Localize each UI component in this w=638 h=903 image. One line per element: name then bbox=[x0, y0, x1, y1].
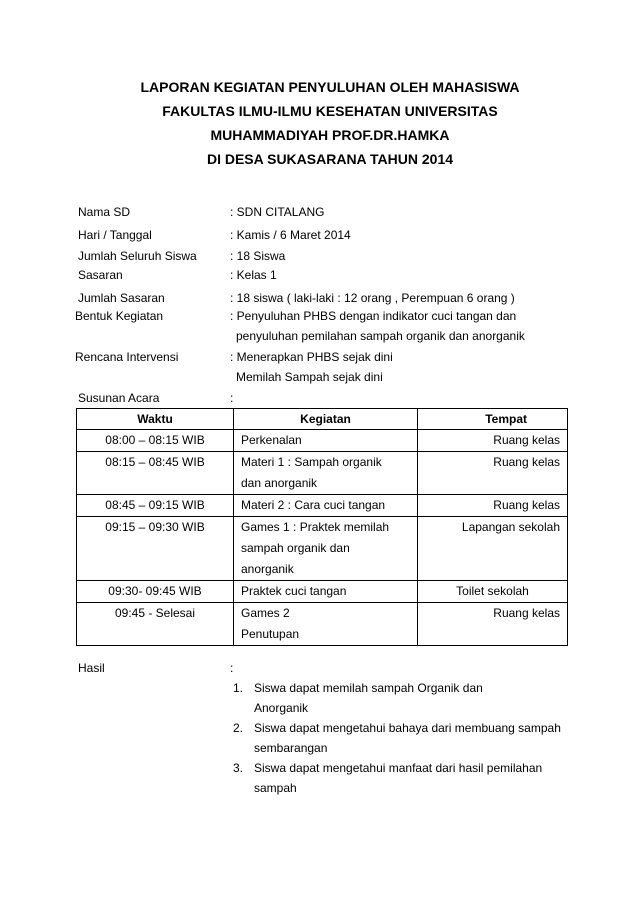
cell-kegiatan bbox=[234, 517, 418, 581]
list-item bbox=[233, 758, 594, 798]
info-value-cont: Memilah Sampah sejak dini bbox=[236, 370, 383, 384]
cell-text: 08:45 – 09:15 WIB bbox=[105, 498, 205, 512]
list-text: Siswa dapat memilah sampah Organik dan bbox=[254, 681, 483, 695]
info-value: : Kamis / 6 Maret 2014 bbox=[230, 228, 351, 242]
report-title bbox=[60, 75, 600, 171]
title-line-3: MUHAMMADIYAH PROF.DR.HAMKA bbox=[210, 127, 450, 143]
info-label: Hari / Tanggal bbox=[78, 228, 152, 242]
cell-waktu bbox=[77, 452, 234, 495]
cell-text: Games 2 bbox=[241, 606, 290, 620]
cell-text: Ruang kelas bbox=[493, 433, 560, 447]
cell-tempat bbox=[418, 517, 568, 581]
cell-text: Ruang kelas bbox=[493, 455, 560, 469]
cell-kegiatan bbox=[234, 603, 418, 646]
cell-text: Ruang kelas bbox=[493, 498, 560, 512]
cell-waktu bbox=[77, 495, 234, 517]
info-label: Jumlah Sasaran bbox=[78, 291, 165, 305]
cell-text: dan anorganik bbox=[241, 476, 318, 490]
info-value-cont: penyuluhan pemilahan sampah organik dan anorganik bbox=[236, 329, 525, 343]
cell-tempat bbox=[418, 430, 568, 452]
info-label: Sasaran bbox=[78, 268, 123, 282]
header-kegiatan: Kegiatan bbox=[234, 409, 418, 430]
cell-text: 09:15 – 09:30 WIB bbox=[105, 520, 205, 534]
table-row bbox=[77, 581, 568, 603]
header-tempat: Tempat bbox=[418, 409, 568, 430]
table-row bbox=[77, 517, 568, 581]
info-label: Rencana Intervensi bbox=[75, 350, 179, 364]
table-row bbox=[77, 430, 568, 452]
cell-text: 08:00 – 08:15 WIB bbox=[105, 433, 205, 447]
info-value: : Penyuluhan PHBS dengan indikator cuci tangan dan bbox=[230, 309, 517, 323]
cell-kegiatan bbox=[234, 430, 418, 452]
cell-tempat bbox=[418, 603, 568, 646]
cell-waktu bbox=[77, 430, 234, 452]
hasil-colon: : bbox=[230, 661, 234, 675]
table-header-row bbox=[77, 409, 568, 430]
list-text: sampah bbox=[254, 781, 297, 795]
schedule-table bbox=[76, 408, 568, 646]
cell-tempat bbox=[418, 495, 568, 517]
cell-text: Praktek cuci tangan bbox=[241, 584, 347, 598]
list-item bbox=[233, 678, 594, 718]
cell-text: anorganik bbox=[241, 562, 294, 576]
list-number: 3. bbox=[233, 761, 244, 775]
list-number: 2. bbox=[233, 721, 244, 735]
title-line-4: DI DESA SUKASARANA TAHUN 2014 bbox=[206, 151, 454, 167]
cell-text: Ruang kelas bbox=[493, 606, 560, 620]
list-text: sembarangan bbox=[254, 741, 328, 755]
cell-tempat bbox=[418, 452, 568, 495]
cell-text: Perkenalan bbox=[241, 433, 302, 447]
list-text: Anorganik bbox=[254, 701, 309, 715]
cell-text: Penutupan bbox=[241, 627, 300, 641]
cell-waktu bbox=[77, 517, 234, 581]
info-label: Susunan Acara bbox=[78, 391, 160, 405]
list-item bbox=[233, 718, 594, 758]
cell-text: Toilet sekolah bbox=[456, 584, 529, 598]
cell-text: 09:45 - Selesai bbox=[114, 606, 196, 620]
cell-text: Materi 1 : Sampah organik bbox=[241, 455, 382, 469]
table-row bbox=[77, 495, 568, 517]
info-value: : Kelas 1 bbox=[230, 268, 277, 282]
cell-text: Games 1 : Praktek memilah bbox=[241, 520, 390, 534]
title-line-1: LAPORAN KEGIATAN PENYULUHAN OLEH MAHASISWA bbox=[140, 79, 520, 95]
list-text: Siswa dapat mengetahui manfaat dari hasil pemilahan bbox=[254, 761, 543, 775]
title-line-2: FAKULTAS ILMU-ILMU KESEHATAN UNIVERSITAS bbox=[162, 103, 498, 119]
info-label: Nama SD bbox=[78, 205, 131, 219]
cell-waktu bbox=[77, 603, 234, 646]
info-value: : bbox=[230, 391, 234, 405]
hasil-list bbox=[233, 678, 594, 798]
cell-waktu bbox=[77, 581, 234, 603]
header-waktu: Waktu bbox=[77, 409, 234, 430]
info-label: Jumlah Seluruh Siswa bbox=[78, 249, 197, 263]
info-value: : SDN CITALANG bbox=[230, 205, 325, 219]
info-value: : 18 Siswa bbox=[230, 249, 286, 263]
cell-text: Lapangan sekolah bbox=[461, 520, 560, 534]
info-value: : Menerapkan PHBS sejak dini bbox=[230, 350, 393, 364]
cell-text: sampah organik dan bbox=[241, 541, 350, 555]
hasil-label: Hasil bbox=[78, 661, 105, 675]
info-value: : 18 siswa ( laki-laki : 12 orang , Perempuan 6 orang ) bbox=[230, 291, 515, 305]
cell-text: 09:30- 09:45 WIB bbox=[108, 584, 202, 598]
cell-text: Materi 2 : Cara cuci tangan bbox=[241, 498, 386, 512]
cell-kegiatan bbox=[234, 452, 418, 495]
table-row bbox=[77, 452, 568, 495]
cell-kegiatan bbox=[234, 581, 418, 603]
list-number: 1. bbox=[233, 681, 244, 695]
list-text: Siswa dapat mengetahui bahaya dari membuang sampah bbox=[254, 721, 561, 735]
info-label: Bentuk Kegiatan bbox=[75, 309, 164, 323]
table-row bbox=[77, 603, 568, 646]
cell-tempat bbox=[418, 581, 568, 603]
cell-kegiatan bbox=[234, 495, 418, 517]
cell-text: 08:15 – 08:45 WIB bbox=[105, 455, 205, 469]
